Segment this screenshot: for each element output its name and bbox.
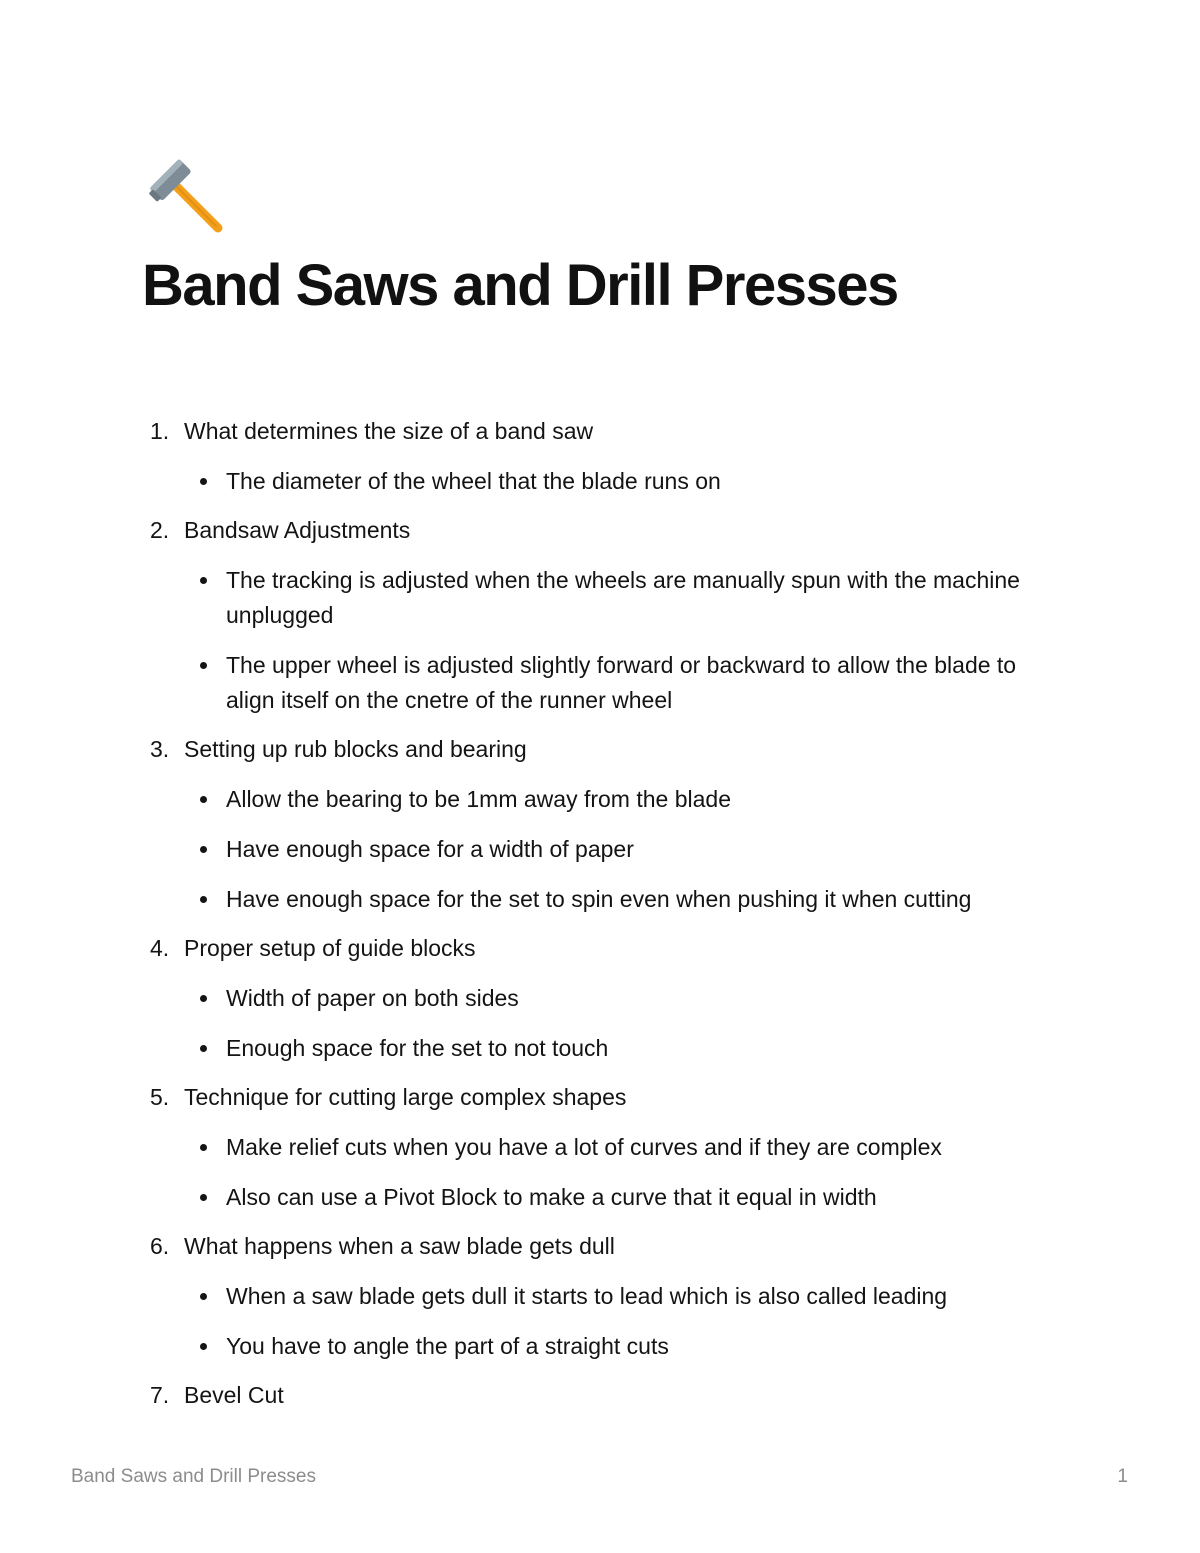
sub-item-text: Have enough space for the set to spin even when pushing it when cutting	[226, 886, 972, 912]
list-item	[150, 414, 1070, 499]
item-text: Proper setup of guide blocks	[184, 935, 476, 961]
list-item	[150, 1229, 1070, 1364]
sub-list	[150, 563, 1070, 718]
sub-list	[150, 782, 1070, 917]
item-text: What happens when a saw blade gets dull	[184, 1233, 615, 1259]
sub-list-item	[150, 1031, 1070, 1066]
sub-item-text: The upper wheel is adjusted slightly forward or backward to allow the blade to align itself on the cnetre of the runner wheel	[226, 652, 1017, 713]
item-number: 4.	[150, 935, 170, 961]
page-title: Band Saws and Drill Presses	[142, 253, 898, 318]
sub-item-text: Width of paper on both sides	[226, 985, 519, 1011]
item-number: 2.	[150, 517, 170, 543]
sub-list-item	[150, 1180, 1070, 1215]
item-number: 5.	[150, 1084, 170, 1110]
list-item	[150, 931, 1070, 1066]
sub-item-text: Make relief cuts when you have a lot of curves and if they are complex	[226, 1134, 942, 1160]
item-number: 1.	[150, 418, 170, 444]
sub-list-item	[150, 648, 1070, 718]
list-item	[150, 1378, 1070, 1413]
bullet-icon	[196, 1130, 226, 1165]
sub-list-item	[150, 981, 1070, 1016]
sub-list-item	[150, 832, 1070, 867]
sub-list	[150, 1130, 1070, 1215]
sub-list-item	[150, 882, 1070, 917]
item-text: Setting up rub blocks and bearing	[184, 736, 527, 762]
item-text: What determines the size of a band saw	[184, 418, 594, 444]
bullet-icon	[196, 832, 226, 867]
item-number: 3.	[150, 736, 170, 762]
sub-item-text: You have to angle the part of a straight cuts	[226, 1333, 669, 1359]
bullet-icon	[196, 882, 226, 917]
sub-list	[150, 1279, 1070, 1364]
sub-list-item	[150, 1279, 1070, 1314]
bullet-icon	[196, 1180, 226, 1215]
sub-item-text: Enough space for the set to not touch	[226, 1035, 609, 1061]
sub-item-text: When a saw blade gets dull it starts to lead which is also called leading	[226, 1283, 948, 1309]
list-item	[150, 1080, 1070, 1215]
bullet-icon	[196, 1031, 226, 1066]
hammer-icon	[142, 156, 226, 240]
sub-list-item	[150, 563, 1070, 633]
sub-list	[150, 981, 1070, 1066]
footer-title: Band Saws and Drill Presses	[71, 1466, 316, 1487]
bullet-icon	[196, 648, 226, 718]
bullet-icon	[196, 563, 226, 633]
item-number: 7.	[150, 1382, 170, 1408]
sub-list-item	[150, 464, 1070, 499]
sub-item-text: The tracking is adjusted when the wheels are manually spun with the machine unplugged	[226, 567, 1020, 628]
sub-list	[150, 464, 1070, 499]
item-text: Bevel Cut	[184, 1382, 284, 1408]
sub-item-text: The diameter of the wheel that the blade runs on	[226, 468, 721, 494]
sub-list-item	[150, 782, 1070, 817]
sub-list-item	[150, 1329, 1070, 1364]
sub-list-item	[150, 1130, 1070, 1165]
bullet-icon	[196, 1279, 226, 1314]
outline-list	[150, 414, 1070, 1413]
sub-item-text: Have enough space for a width of paper	[226, 836, 634, 862]
sub-item-text: Also can use a Pivot Block to make a curve that it equal in width	[226, 1184, 877, 1210]
bullet-icon	[196, 464, 226, 499]
item-number: 6.	[150, 1233, 170, 1259]
page-number: 1	[1117, 1466, 1128, 1487]
bullet-icon	[196, 1329, 226, 1364]
item-text: Bandsaw Adjustments	[184, 517, 411, 543]
list-item	[150, 732, 1070, 917]
bullet-icon	[196, 782, 226, 817]
bullet-icon	[196, 981, 226, 1016]
list-item	[150, 513, 1070, 718]
item-text: Technique for cutting large complex shapes	[184, 1084, 627, 1110]
sub-item-text: Allow the bearing to be 1mm away from the blade	[226, 786, 731, 812]
